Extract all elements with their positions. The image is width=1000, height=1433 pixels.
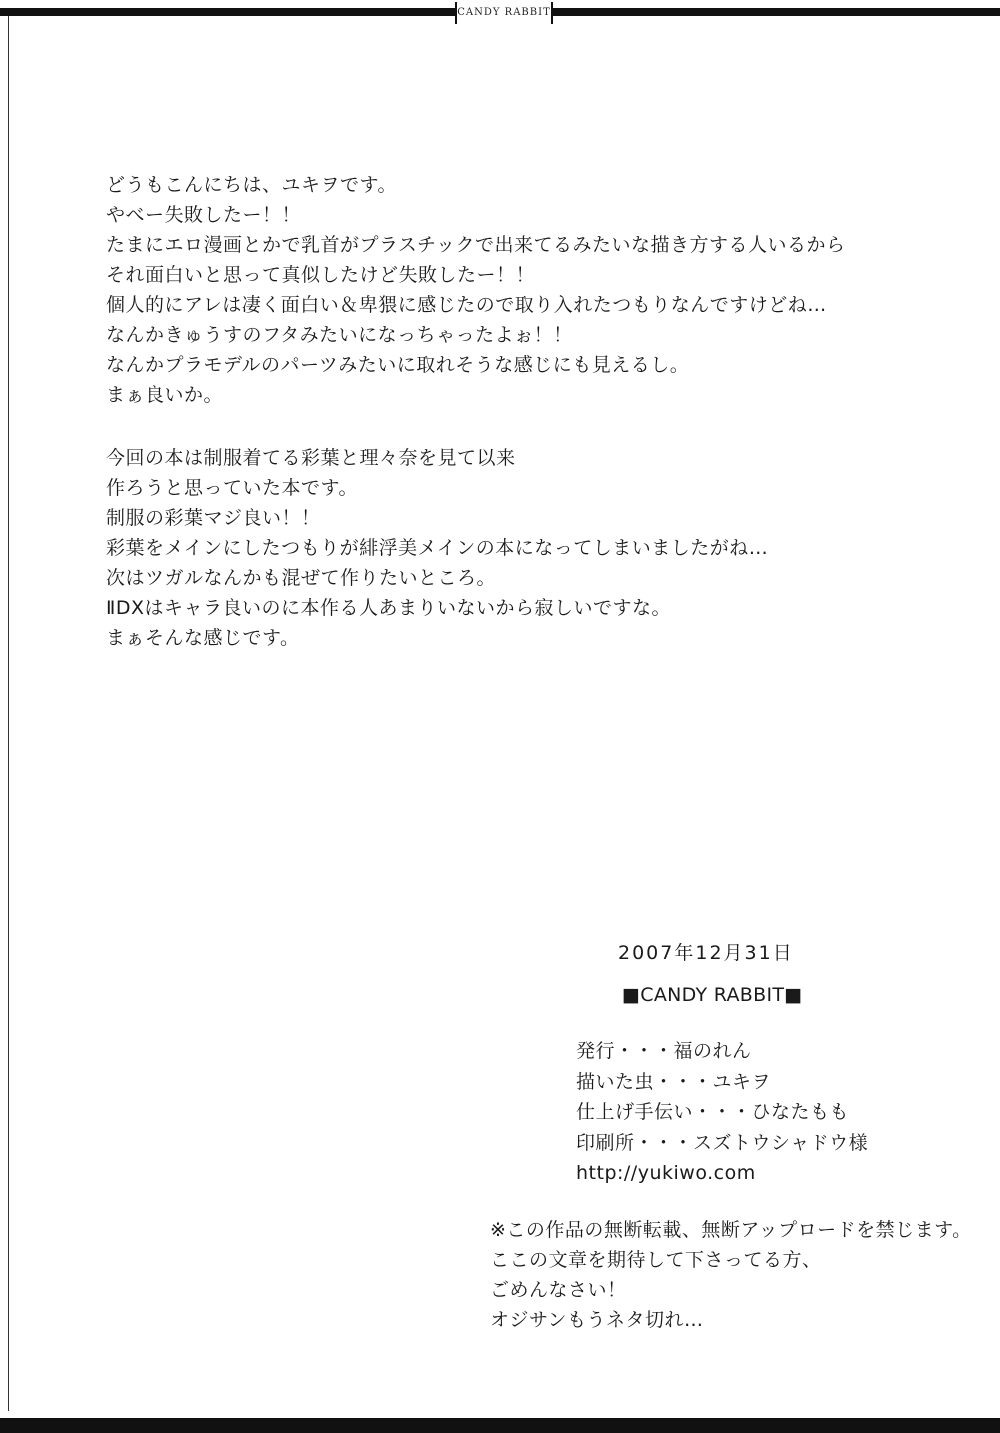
- text-line: ⅡDXはキャラ良いのに本作る人あまりいないから寂しいですな。: [106, 597, 671, 619]
- page-footer-bar: [0, 1418, 1000, 1433]
- copyright-notice: [490, 1215, 972, 1335]
- header-title: CANDY RABBIT: [455, 2, 553, 24]
- afterword-paragraph-1: [106, 170, 845, 410]
- text-line: やべー失敗したー！！: [106, 204, 302, 226]
- text-line: なんかきゅうすのフタみたいになっちゃったよぉ！！: [106, 324, 573, 346]
- notice-line: ※この作品の無断転載、無断アップロードを禁じます。: [490, 1219, 972, 1241]
- credit-website: http://yukiwo.com: [576, 1162, 756, 1184]
- credit-printer: 印刷所・・・スズトウシャドウ様: [576, 1131, 869, 1154]
- notice-line: ごめんなさい！: [490, 1279, 627, 1301]
- text-line: たまにエロ漫画とかで乳首がプラスチックで出来てるみたいな描き方する人いるから: [106, 234, 846, 256]
- text-line: 彩葉をメインにしたつもりが緋浮美メインの本になってしまいましたがね…: [106, 537, 769, 559]
- text-line: 今回の本は制服着てる彩葉と理々奈を見て以来: [106, 447, 516, 469]
- text-line: まぁ良いか。: [106, 384, 224, 406]
- notice-line: ここの文章を期待して下さってる方、: [490, 1249, 822, 1271]
- text-line: 制服の彩葉マジ良い！！: [106, 507, 321, 529]
- header-bar-right: [553, 8, 1000, 16]
- circle-name: ■CANDY RABBIT■: [622, 984, 803, 1006]
- left-margin-rule: [8, 16, 9, 1411]
- credit-finishing: 仕上げ手伝い・・・ひなたもも: [576, 1101, 850, 1123]
- credit-artist: 描いた虫・・・ユキヲ: [576, 1070, 772, 1093]
- credit-publisher: 発行・・・福のれん: [576, 1040, 752, 1062]
- afterword-paragraph-2: [106, 443, 768, 653]
- text-line: どうもこんにちは、ユキヲです。: [106, 174, 397, 196]
- colophon-credits: [576, 1036, 868, 1189]
- text-line: なんかプラモデルのパーツみたいに取れそうな感じにも見えるし。: [106, 354, 690, 376]
- text-line: それ面白いと思って真似したけど失敗したー！！: [106, 264, 536, 286]
- notice-line: オジサンもうネタ切れ…: [490, 1309, 704, 1331]
- header-bar-left: [0, 8, 455, 16]
- text-line: まぁそんな感じです。: [106, 627, 300, 649]
- publication-date: 2007年12月31日: [618, 942, 794, 964]
- text-line: 個人的にアレは凄く面白い＆卑猥に感じたので取り入れたつもりなんですけどね…: [106, 294, 827, 316]
- text-line: 次はツガルなんかも混ぜて作りたいところ。: [106, 567, 497, 589]
- text-line: 作ろうと思っていた本です。: [106, 477, 358, 499]
- page-header: [0, 0, 1000, 26]
